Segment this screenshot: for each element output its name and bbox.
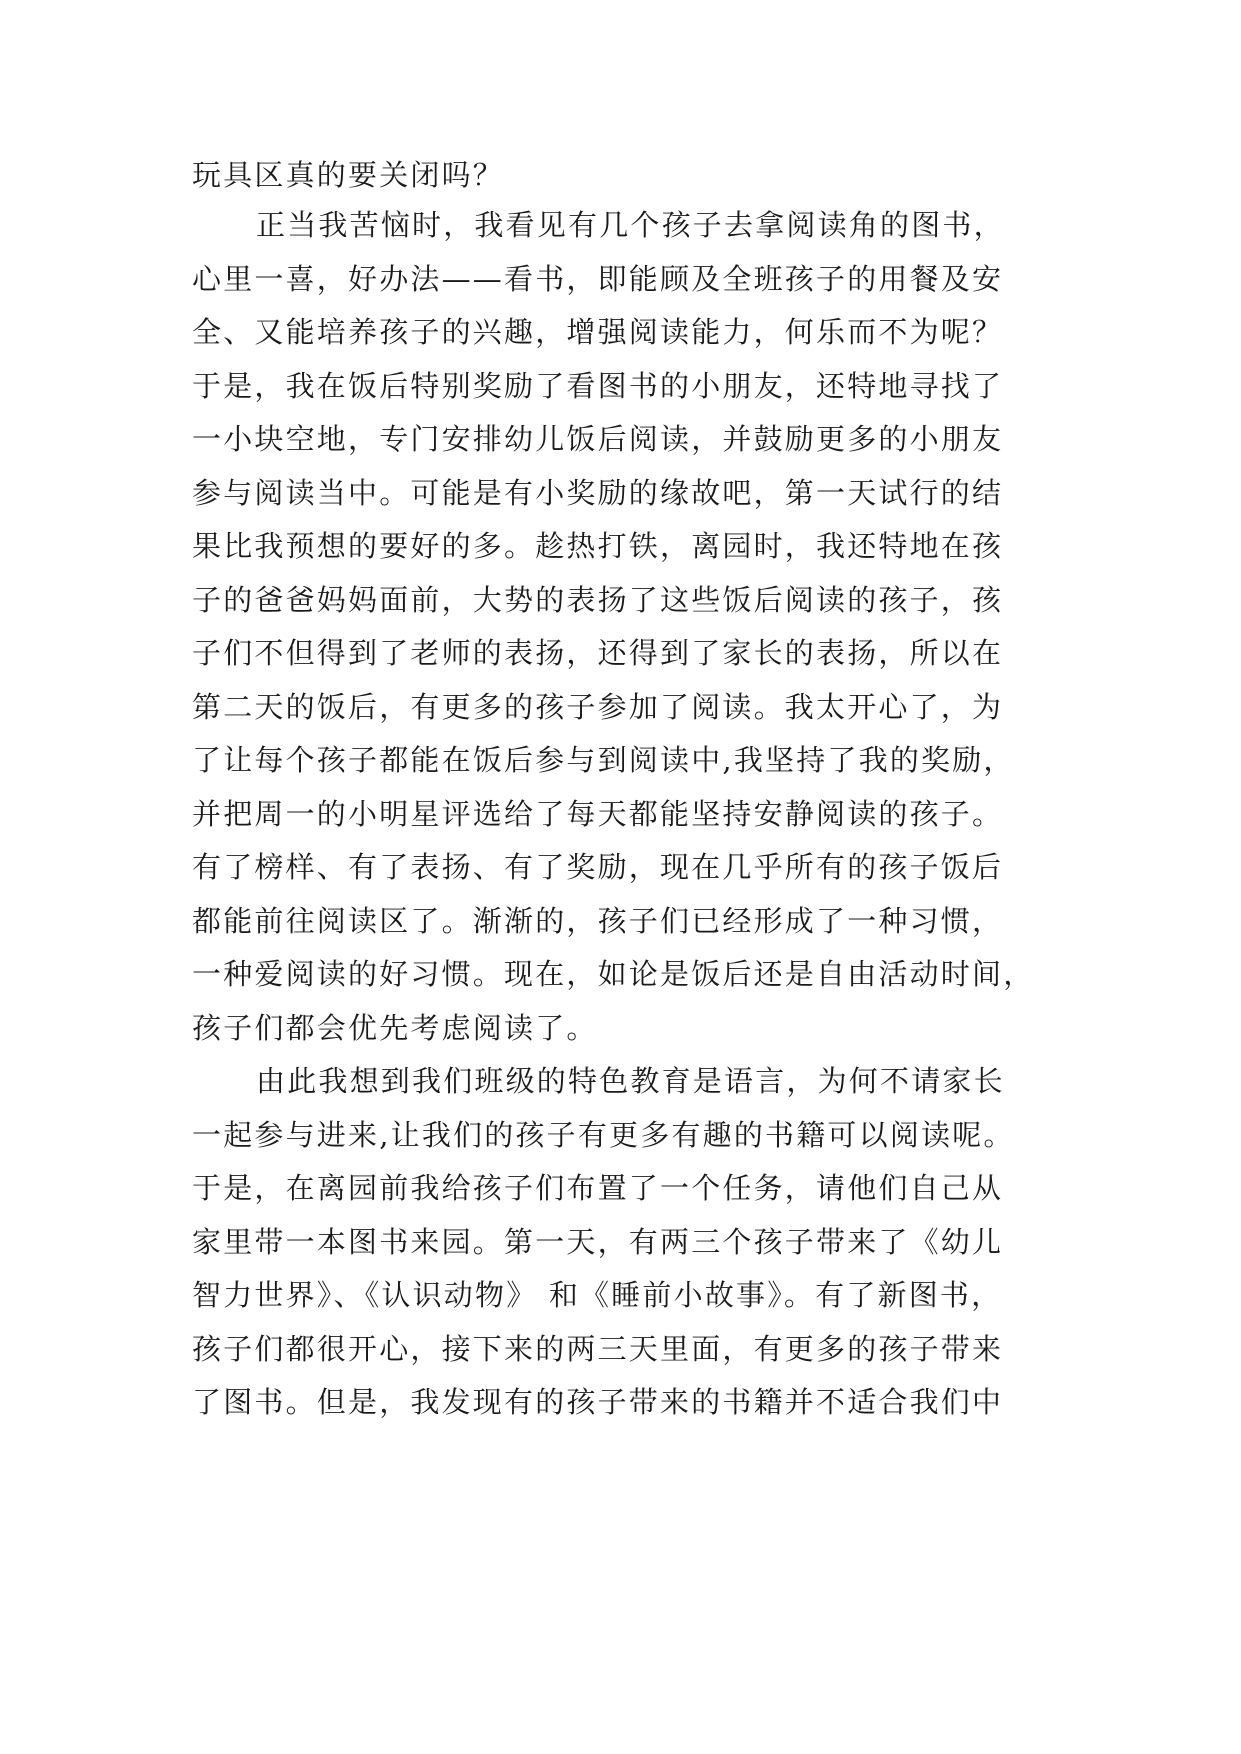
text-line: 家里带一本图书来园。第一天，有两三个孩子带来了《幼儿 <box>192 1225 1004 1259</box>
text-line: 了图书。但是，我发现有的孩子带来的书籍并不适合我们中 <box>192 1385 1004 1419</box>
text-line: 一小块空地，专门安排幼儿饭后阅读，并鼓励更多的小朋友 <box>192 422 1004 456</box>
text-line: 智力世界》、《认识动物》 和《睡前小故事》。有了新图书， <box>192 1278 1003 1312</box>
text-line: 心里一喜，好办法——看书，即能顾及全班孩子的用餐及安 <box>192 262 1004 296</box>
text-line: 玩具区真的要关闭吗？ <box>192 158 505 192</box>
text-line: 一起参与进来,让我们的孩子有更多有趣的书籍可以阅读呢。 <box>192 1118 1015 1152</box>
text-line: 第二天的饭后，有更多的孩子参加了阅读。我太开心了，为 <box>192 690 1004 724</box>
text-line: 孩子们都会优先考虑阅读了。 <box>192 1011 598 1045</box>
text-line: 了让每个孩子都能在饭后参与到阅读中,我坚持了我的奖励， <box>192 743 1015 777</box>
paragraph-first-line: 正当我苦恼时，我看见有几个孩子去拿阅读角的图书， <box>256 208 1005 242</box>
text-line: 于是，在离园前我给孩子们布置了一个任务，请他们自己从 <box>192 1171 1004 1205</box>
text-line: 果比我预想的要好的多。趁热打铁，离园时，我还特地在孩 <box>192 529 1004 563</box>
text-line: 子的爸爸妈妈面前，大势的表扬了这些饭后阅读的孩子，孩 <box>192 583 1004 617</box>
text-line: 并把周一的小明星评选给了每天都能坚持安静阅读的孩子。 <box>192 797 1004 831</box>
text-line: 参与阅读当中。可能是有小奖励的缘故吧，第一天试行的结 <box>192 476 1004 510</box>
text-line: 孩子们都很开心，接下来的两三天里面，有更多的孩子带来 <box>192 1332 1004 1366</box>
text-line: 全、又能培养孩子的兴趣，增强阅读能力，何乐而不为呢？ <box>192 315 1004 349</box>
text-line: 有了榜样、有了表扬、有了奖励，现在几乎所有的孩子饭后 <box>192 850 1004 884</box>
text-line: 一种爱阅读的好习惯。现在，如论是饭后还是自由活动时间， <box>192 957 1035 991</box>
text-line: 于是，我在饭后特别奖励了看图书的小朋友，还特地寻找了 <box>192 369 1004 403</box>
text-line: 都能前往阅读区了。渐渐的，孩子们已经形成了一种习惯， <box>192 904 1004 938</box>
text-line: 子们不但得到了老师的表扬，还得到了家长的表扬，所以在 <box>192 636 1004 670</box>
paragraph-first-line: 由此我想到我们班级的特色教育是语言，为何不请家长 <box>256 1064 1005 1098</box>
